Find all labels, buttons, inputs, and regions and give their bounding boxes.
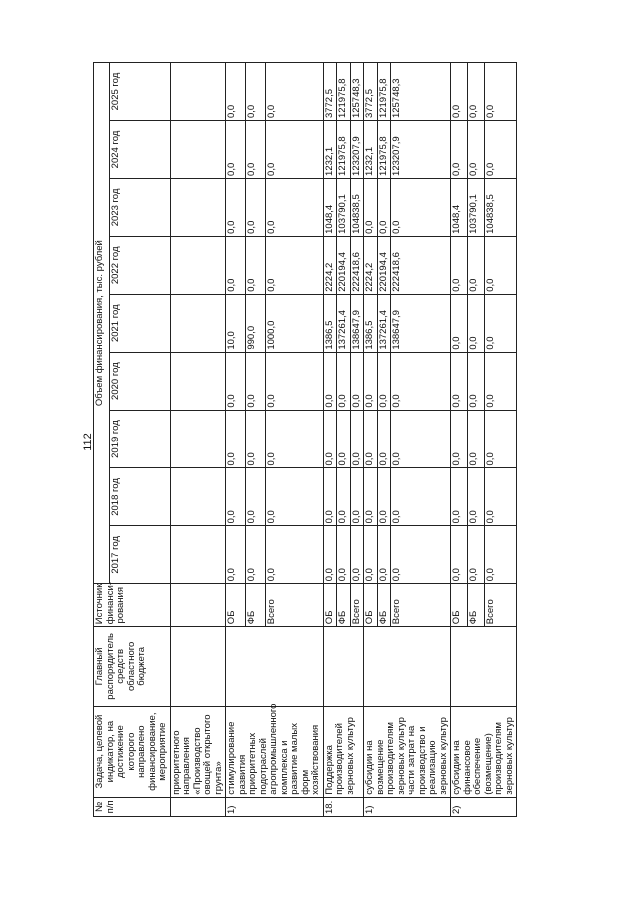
cell: 0,0 <box>451 410 468 468</box>
cell: 0,0 <box>377 468 391 526</box>
row-source: Всего <box>391 584 451 627</box>
cell: 0,0 <box>245 352 265 410</box>
cell: 0,0 <box>245 526 265 584</box>
cell: 138647,9 <box>350 294 364 352</box>
cell: 104838,5 <box>350 178 364 236</box>
cell: 0,0 <box>350 526 364 584</box>
cell: 121975,8 <box>377 63 391 121</box>
cell: 0,0 <box>226 526 246 584</box>
cell: 0,0 <box>323 410 337 468</box>
cell: 0,0 <box>226 410 246 468</box>
cell <box>170 63 226 121</box>
cell <box>170 526 226 584</box>
cell: 0,0 <box>226 236 246 294</box>
cell: 0,0 <box>377 352 391 410</box>
cell: 0,0 <box>265 526 323 584</box>
cell: 0,0 <box>226 352 246 410</box>
cell: 0,0 <box>265 468 323 526</box>
row-source: ФБ <box>377 584 391 627</box>
cell: 0,0 <box>391 352 451 410</box>
row-source: Всего <box>485 584 517 627</box>
col-manager-header: Главный распорядитель средств областного бюджета <box>94 627 171 706</box>
row-num: 1) <box>364 797 451 816</box>
cell <box>170 468 226 526</box>
cell: 0,0 <box>485 63 517 121</box>
cell: 0,0 <box>337 410 351 468</box>
cell <box>170 236 226 294</box>
cell: 0,0 <box>451 352 468 410</box>
cell: 220194,4 <box>377 236 391 294</box>
cell: 0,0 <box>245 121 265 179</box>
year-header: 2025 год <box>110 63 170 121</box>
row-manager <box>226 627 324 706</box>
cell: 0,0 <box>391 526 451 584</box>
cell: 0,0 <box>451 121 468 179</box>
row-source: ОБ <box>226 584 246 627</box>
cell: 125748,3 <box>350 63 364 121</box>
cell: 0,0 <box>364 178 378 236</box>
cell: 0,0 <box>265 121 323 179</box>
cell: 0,0 <box>468 236 485 294</box>
cell <box>170 178 226 236</box>
row-task: субсидии на возмещение производителям зерновых культур части затрат на производство и реализацию зерновых культур <box>364 706 451 797</box>
cell <box>170 352 226 410</box>
cell: 103790,1 <box>468 178 485 236</box>
cell: 0,0 <box>485 410 517 468</box>
cell: 222418,6 <box>391 236 451 294</box>
row-source: ОБ <box>323 584 337 627</box>
row-task: Поддержка производителей зерновых культур <box>323 706 364 797</box>
cell: 0,0 <box>364 526 378 584</box>
row-num: 18. <box>323 797 364 816</box>
cell: 0,0 <box>245 178 265 236</box>
row-task: приоритетного направления «Производство овощей открытого грунта» <box>170 706 226 797</box>
year-header: 2020 год <box>110 352 170 410</box>
cell: 0,0 <box>245 468 265 526</box>
cell: 0,0 <box>364 468 378 526</box>
cell: 121975,8 <box>337 121 351 179</box>
cell: 0,0 <box>226 63 246 121</box>
cell: 0,0 <box>451 526 468 584</box>
cell: 0,0 <box>468 63 485 121</box>
row-manager <box>170 627 226 706</box>
cell: 0,0 <box>350 352 364 410</box>
cell: 3772,5 <box>323 63 337 121</box>
year-header: 2023 год <box>110 178 170 236</box>
page-number: 112 <box>82 433 94 451</box>
cell: 125748,3 <box>391 63 451 121</box>
cell: 0,0 <box>485 526 517 584</box>
cell: 0,0 <box>468 352 485 410</box>
row-source: ФБ <box>337 584 351 627</box>
cell: 0,0 <box>485 352 517 410</box>
row-num <box>170 797 226 816</box>
cell: 1232,1 <box>323 121 337 179</box>
cell: 0,0 <box>226 121 246 179</box>
cell: 0,0 <box>265 236 323 294</box>
cell: 0,0 <box>245 63 265 121</box>
col-task-header: Задача, целевой индикатор, на достижение которого направлено финансирование, мероприятие <box>94 706 171 797</box>
cell: 121975,8 <box>337 63 351 121</box>
cell: 121975,8 <box>377 121 391 179</box>
cell: 0,0 <box>364 410 378 468</box>
col-volume-header: Объем финансирования, тыс. рублей <box>94 63 110 584</box>
cell: 0,0 <box>468 294 485 352</box>
cell: 0,0 <box>323 468 337 526</box>
row-source: ФБ <box>468 584 485 627</box>
year-header: 2021 год <box>110 294 170 352</box>
cell: 0,0 <box>245 236 265 294</box>
cell: 0,0 <box>451 236 468 294</box>
row-manager <box>451 627 517 706</box>
cell: 0,0 <box>337 526 351 584</box>
financing-table <box>93 62 517 817</box>
year-header: 2018 год <box>110 468 170 526</box>
cell: 0,0 <box>323 526 337 584</box>
cell: 0,0 <box>468 410 485 468</box>
cell: 0,0 <box>377 410 391 468</box>
row-source: Всего <box>265 584 323 627</box>
cell: 0,0 <box>364 352 378 410</box>
cell: 137261,4 <box>337 294 351 352</box>
row-source: ФБ <box>245 584 265 627</box>
cell: 2224,2 <box>323 236 337 294</box>
row-num: 2) <box>451 797 517 816</box>
cell: 0,0 <box>350 468 364 526</box>
cell: 1048,4 <box>451 178 468 236</box>
cell: 0,0 <box>451 468 468 526</box>
cell: 0,0 <box>485 294 517 352</box>
cell <box>170 121 226 179</box>
col-num-header: № п/п <box>94 797 171 816</box>
cell: 0,0 <box>265 63 323 121</box>
cell: 0,0 <box>350 410 364 468</box>
cell: 0,0 <box>391 468 451 526</box>
cell: 0,0 <box>391 410 451 468</box>
year-header: 2019 год <box>110 410 170 468</box>
cell: 0,0 <box>226 468 246 526</box>
cell: 0,0 <box>485 468 517 526</box>
cell: 0,0 <box>485 236 517 294</box>
cell: 220194,4 <box>337 236 351 294</box>
row-task: стимулирование развития приоритетных подотраслей агропромышленного комплекса и развитие малых форм хозяйствования <box>226 706 324 797</box>
year-header: 2017 год <box>110 526 170 584</box>
cell: 0,0 <box>468 526 485 584</box>
cell: 0,0 <box>245 410 265 468</box>
rotated-sheet <box>93 62 598 817</box>
cell: 1000,0 <box>265 294 323 352</box>
cell: 0,0 <box>265 410 323 468</box>
cell: 0,0 <box>377 526 391 584</box>
table-body <box>170 63 517 817</box>
cell: 0,0 <box>265 178 323 236</box>
cell: 103790,1 <box>337 178 351 236</box>
cell: 123207,9 <box>350 121 364 179</box>
cell: 104838,5 <box>485 178 517 236</box>
cell: 1232,1 <box>364 121 378 179</box>
year-header: 2024 год <box>110 121 170 179</box>
cell: 0,0 <box>451 294 468 352</box>
cell: 0,0 <box>468 121 485 179</box>
cell: 1386,5 <box>364 294 378 352</box>
cell: 0,0 <box>226 178 246 236</box>
row-source: ОБ <box>451 584 468 627</box>
cell: 0,0 <box>468 468 485 526</box>
cell: 0,0 <box>337 352 351 410</box>
row-task: субсидии на финансовое обеспечение (возмещение) производителям зерновых культур <box>451 706 517 797</box>
cell: 0,0 <box>337 468 351 526</box>
cell: 137261,4 <box>377 294 391 352</box>
cell: 0,0 <box>391 178 451 236</box>
row-num: 1) <box>226 797 324 816</box>
row-manager <box>364 627 451 706</box>
cell: 138647,9 <box>391 294 451 352</box>
cell: 10,0 <box>226 294 246 352</box>
row-source: Всего <box>350 584 364 627</box>
cell: 0,0 <box>485 121 517 179</box>
cell: 3772,5 <box>364 63 378 121</box>
cell: 1048,4 <box>323 178 337 236</box>
cell: 222418,6 <box>350 236 364 294</box>
year-header: 2022 год <box>110 236 170 294</box>
cell <box>170 410 226 468</box>
cell <box>170 294 226 352</box>
cell: 990,0 <box>245 294 265 352</box>
row-source: ОБ <box>364 584 378 627</box>
col-source-header: Источник финанси-рования <box>94 584 171 627</box>
cell: 1386,5 <box>323 294 337 352</box>
row-source <box>170 584 226 627</box>
cell: 0,0 <box>323 352 337 410</box>
cell: 0,0 <box>377 178 391 236</box>
cell: 2224,2 <box>364 236 378 294</box>
cell: 0,0 <box>451 63 468 121</box>
row-manager <box>323 627 364 706</box>
cell: 123207,9 <box>391 121 451 179</box>
cell: 0,0 <box>265 352 323 410</box>
